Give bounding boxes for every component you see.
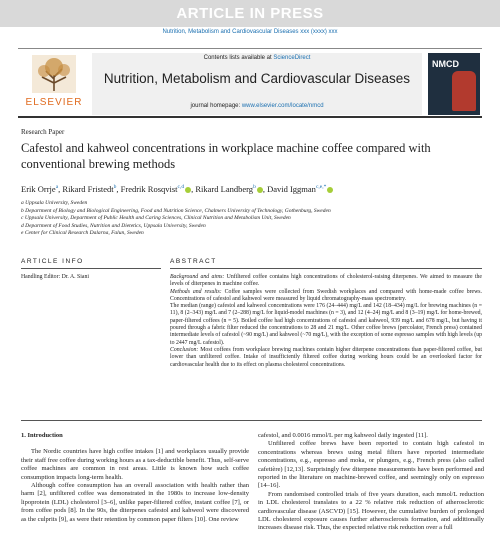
article-in-press-banner — [0, 0, 500, 27]
author-affiliation-mark[interactable]: b — [253, 184, 256, 191]
abstract-heading: ABSTRACT — [170, 258, 217, 265]
journal-info-box — [92, 53, 422, 115]
author-name[interactable]: Rikard Fristedt — [62, 184, 114, 194]
banner-text: ARTICLE IN PRESS — [176, 5, 324, 22]
author-affiliation-mark[interactable]: c,d — [177, 184, 185, 191]
divider — [170, 268, 482, 269]
journal-cover-thumbnail[interactable] — [428, 53, 480, 115]
divider — [21, 420, 482, 421]
body-paragraph: From randomised controlled trials of five years duration, each mmol/L reduction in LDL cholesterol translates to a 22 % relative risk reduction of atherosclerotic cardiovascular disease (ASCVD) [15]. However, the cumulative burden of prolonged LDL cholesterol exposure causes further atherosclerosis formation, and additionally increases disease risk. Thus, the expected relative risk reduction over a full — [258, 490, 484, 532]
author-name[interactable]: Rikard Landberg — [195, 184, 254, 194]
affiliation: d Department of Food Studies, Nutrition and Dietetics, Uppsala University, Sweden — [21, 222, 206, 229]
abstract-label: Methods and results: — [170, 288, 222, 295]
orcid-icon[interactable] — [257, 187, 263, 193]
affiliation-list — [21, 200, 481, 238]
cover-label: NMCD — [432, 59, 459, 69]
affiliation: a Uppsala University, Sweden — [21, 200, 88, 206]
abstract-paragraph — [170, 289, 482, 304]
abstract-text: Coffee samples were collected from Swedish workplaces and compared with home-made coffee brews. Concentrations of cafestol and kahweol were measured by liquid chromatography-mass spectrometry. — [170, 288, 482, 302]
body-paragraph: Although coffee consumption has an overall association with health rather than harm [2], unfiltered coffee was demonstrated in the 1980s to increase low-density lipoprotein (LDL) cholesterol [3–6], unlike paper-filtered coffee, instant coffee [7], or from coffee pods [8]. In the 90s, the diterpenes cafestol and kahweol were discovered as the culprits [9], as were their retention by common paper filters [10]. One review — [21, 482, 249, 523]
publisher-name: ELSEVIER — [25, 97, 83, 108]
homepage-prefix: journal homepage: — [190, 103, 242, 109]
body-column-left — [21, 432, 249, 524]
body-paragraph: The Nordic countries have high coffee intakes [1] and workplaces usually provide their staff free coffee during working hours as a tax-deductible benefit. Thus, self-serve coffee machines are common in rest areas. Little is known how such coffee consumption impacts long-term health. — [21, 448, 249, 481]
heart-icon — [452, 71, 476, 111]
author-name[interactable]: Erik Orrje — [21, 184, 56, 194]
article-title: Cafestol and kahweol concentrations in workplace machine coffee compared with conventional brewing methods — [21, 141, 431, 171]
author-affiliation-mark[interactable]: b — [113, 184, 117, 191]
body-paragraph: Unfiltered coffee brews have been reported to contain high cafestol in concentrations whereas brews using metal filters have reported intermediate concentrations, e.g., espresso and moka, or plungers, e.g., French press (also called cafetière) [12,13]. Surprisingly few diterpene measurements have been performed and reported in the literature on machine-brewed coffee, and seemingly only on espresso [14–16]. — [258, 440, 484, 490]
journal-homepage-line — [92, 103, 422, 109]
author-name[interactable]: Fredrik Rosqvist — [120, 184, 178, 194]
abstract-body — [170, 274, 482, 369]
affiliation: e Center for Clinical Research Dalarna, Falun, Sweden — [21, 230, 144, 237]
affiliation: b Department of Biology and Biological Engineering, Food and Nutrition Science, Chalmers University of Technology, Gothenburg, Sweden — [21, 207, 331, 214]
affiliation: c Uppsala University, Department of Public Health and Caring Sciences, Clinical Nutrition and Metabolism Unit, Sweden — [21, 215, 291, 222]
handling-editor: Handling Editor: Dr. A. Siani — [21, 274, 89, 280]
tree-icon — [32, 55, 76, 93]
body-paragraph: cafestol, and 0.0016 mmol/L per mg kahweol daily ingested [11]. — [258, 432, 428, 439]
journal-title: Nutrition, Metabolism and Cardiovascular Diseases — [103, 71, 411, 86]
abstract-label: Conclusion: — [170, 346, 199, 353]
elsevier-logo[interactable] — [22, 55, 86, 113]
journal-reference-link[interactable]: Nutrition, Metabolism and Cardiovascular Diseases xxx (xxxx) xxx — [162, 29, 338, 35]
abstract-text: Unfiltered coffee contains high concentrations of cholesterol-raising diterpenes. We aimed to measure the levels of diterpenes in machine coffee. — [170, 274, 483, 288]
author-affiliation-mark[interactable]: a — [55, 184, 59, 191]
article-info-heading: ARTICLE INFO — [21, 258, 84, 265]
article-type: Research Paper — [21, 128, 65, 136]
contents-available-line — [92, 55, 422, 61]
abstract-paragraph — [170, 274, 482, 289]
divider — [21, 268, 161, 269]
abstract-text: The median (range) cafestol and kahweol concentrations were 176 (24–444) mg/L and 142 (18–434) mg/L for brewing machines (n = 11), 8 (2–343) mg/L and 7 (2–288) mg/L for liquid-model machines (n = 3), and 12 (4–24) mg/L and 8 (3–19) mg/L for home-brewed, paper-filtered coffees (n = 5). Boiled coffee had high concentrations of cafestol and kahweol, 939 mg/L and 678 mg/L, but having it poured through a fabric filter reduced the concentrations to 28 and 21 mg/L. Other coffee brews (percolator, French press) contained intermediate levels of cafestol (~90 mg/L) and kahweol (~70 mg/L), with the exception of some espresso samples with high levels (up to 2447 mg/L cafestol). — [170, 303, 482, 346]
abstract-label: Background and aims: — [170, 274, 225, 280]
orcid-icon[interactable] — [185, 187, 191, 193]
body-column-right — [258, 432, 484, 533]
author-affiliation-mark[interactable]: c,e,* — [315, 184, 327, 191]
author-name[interactable]: David Iggman — [267, 184, 316, 194]
abstract-paragraph — [170, 347, 482, 369]
abstract-text: Most coffees from workplace brewing machines contain higher diterpene concentrations than paper-filtered coffee, but lower than unfiltered coffee. Intake of insufficiently filtered coffee during working hours could be an overlooked factor for cardiovascular health due to its effect on plasma cholesterol concentrations. — [170, 346, 482, 368]
journal-homepage-link[interactable]: www.elsevier.com/locate/nmcd — [241, 103, 324, 109]
section-heading: 1. Introduction — [21, 432, 63, 439]
sciencedirect-link[interactable]: ScienceDirect — [273, 55, 311, 61]
journal-masthead — [18, 48, 482, 118]
orcid-icon[interactable] — [327, 187, 333, 193]
abstract-paragraph — [170, 303, 482, 347]
author-list: Erik Orrje$^a$, Rikard Fristedt$^b$, Fredrik Rosqvist$^{c,d}$ , Rikard Landberg$^b$ , David Iggman$^{c,e,*}$ — [21, 184, 491, 194]
contents-prefix: Contents lists available at — [203, 55, 274, 61]
